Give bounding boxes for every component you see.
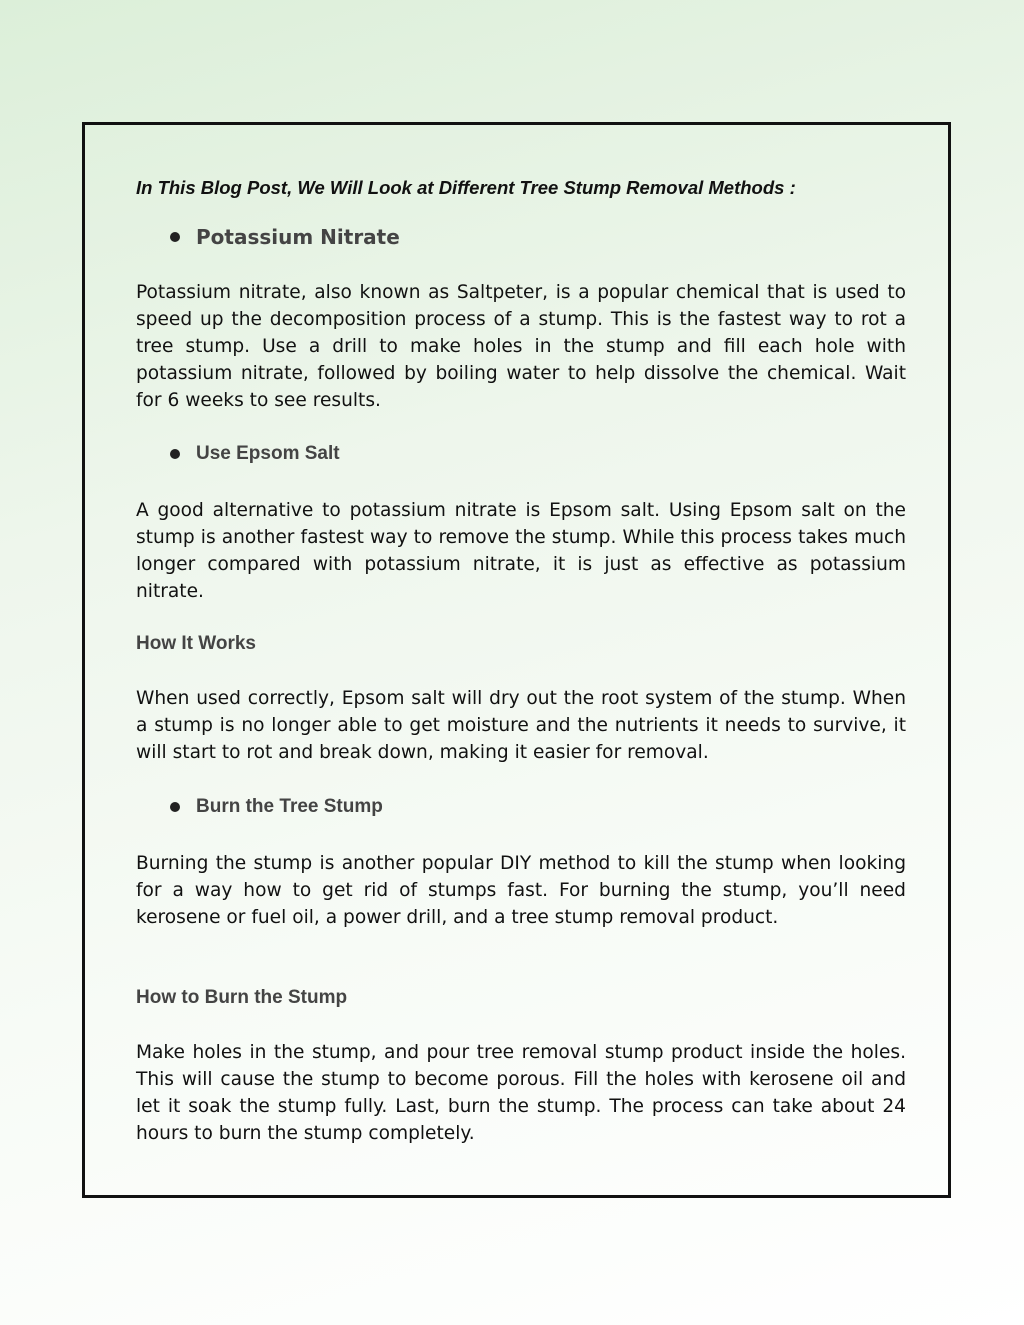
paragraph-how-to-burn: Make holes in the stump, and pour tree removal stump product inside the holes. This will cause the stump to become porous. Fill the holes with kerosene oil and let it soak the stump fully. Last, burn the stump. The process can take about 24 hours to burn the stump completely. <box>136 1042 906 1144</box>
bullet-label: Burn the Tree Stump <box>196 796 383 817</box>
bullet-dot-icon <box>170 232 180 242</box>
content-frame <box>82 122 951 1198</box>
bullet-label: Potassium Nitrate <box>196 225 400 249</box>
bullet-dot-icon <box>170 802 180 812</box>
paragraph-burn-stump: Burning the stump is another popular DIY method to kill the stump when looking for a way how to get rid of stumps fast. For burning the stump, you’ll need kerosene or fuel oil, a power drill, and a tree stump removal product. <box>136 853 906 928</box>
bullet-dot-icon <box>170 449 180 459</box>
subheading-how-it-works: How It Works <box>136 633 256 654</box>
paragraph-epsom-salt: A good alternative to potassium nitrate is Epsom salt. Using Epsom salt on the stump is another fastest way to remove the stump. While this process takes much longer compared with potassium nitrate, it is just as effective as potassium nitrate. <box>136 500 906 602</box>
bullet-epsom-salt <box>170 442 340 466</box>
subheading-how-to-burn: How to Burn the Stump <box>136 987 348 1008</box>
bullet-burn-tree-stump <box>170 795 383 819</box>
paragraph-how-it-works: When used correctly, Epsom salt will dry out the root system of the stump. When a stump is no longer able to get moisture and the nutrients it needs to survive, it will start to rot and break down, making it easier for removal. <box>136 688 906 763</box>
bullet-label: Use Epsom Salt <box>196 443 340 464</box>
paragraph-potassium-nitrate: Potassium nitrate, also known as Saltpeter, is a popular chemical that is used to speed up the decomposition process of a stump. This is the fastest way to rot a tree stump. Use a drill to make holes in the stump and fill each hole with potassium nitrate, followed by boiling water to help dissolve the chemical. Wait for 6 weeks to see results. <box>136 282 906 411</box>
intro-heading: In This Blog Post, We Will Look at Different Tree Stump Removal Methods : <box>136 177 796 198</box>
bullet-potassium-nitrate <box>170 225 400 249</box>
